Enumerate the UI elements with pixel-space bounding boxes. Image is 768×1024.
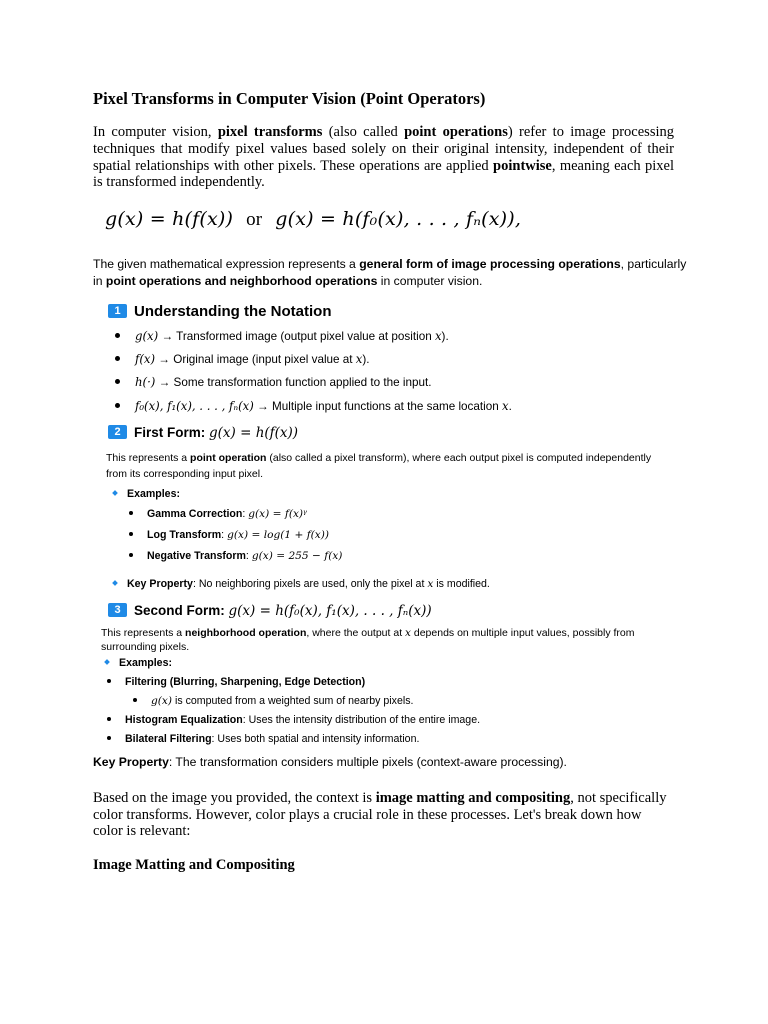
diamond-bullet-icon bbox=[112, 490, 118, 496]
example-item: Bilateral Filtering: Uses both spatial and intensity information. bbox=[107, 733, 419, 745]
context-paragraph: Based on the image you provided, the context is image matting and compositing, not specifically color transforms. However, color plays a crucial role in these processes. Let's break down how color is relevant: bbox=[93, 790, 667, 840]
notation-item: f(x) → Original image (input pixel value at x). bbox=[115, 352, 370, 366]
page-title: Pixel Transforms in Computer Vision (Point Operators) bbox=[93, 89, 486, 108]
diamond-bullet-icon bbox=[104, 659, 110, 665]
example-item: Histogram Equalization: Uses the intensity distribution of the entire image. bbox=[107, 714, 480, 726]
section-heading-matting: Image Matting and Compositing bbox=[93, 857, 295, 873]
notation-item: h(·) → Some transformation function applied to the input. bbox=[115, 375, 432, 389]
formula-left: g(x) = h(f(x)) bbox=[105, 208, 234, 230]
given-paragraph: The given mathematical expression represents a general form of image processing operations, particularly in point operations and neighborhood operations in computer vision. bbox=[93, 257, 687, 288]
examples-label: Examples: bbox=[105, 657, 172, 669]
section-heading-notation: 1 Understanding the Notation bbox=[108, 303, 332, 320]
formula-image bbox=[105, 208, 521, 231]
notation-item: g(x) → Transformed image (output pixel value at position x). bbox=[115, 329, 449, 343]
example-subitem: g(x) is computed from a weighted sum of nearby pixels. bbox=[133, 695, 413, 707]
example-item: Log Transform: g(x) = log(1 + f(x)) bbox=[129, 529, 329, 541]
example-item: Filtering (Blurring, Sharpening, Edge Detection) bbox=[107, 676, 365, 688]
examples-label: Examples: bbox=[113, 488, 180, 500]
section-heading-second-form: 3 Second Form: g(x) = h(f₀(x), f₁(x), . . . , fₙ(x)) bbox=[108, 603, 432, 619]
intro-paragraph: In computer vision, pixel transforms (also called point operations) refer to image processing techniques that modify pixel values based solely on their original intensity, independent of their spatial relationships with other pixels. These operations are applied pointwise, meaning each pixel is transformed independently. bbox=[93, 124, 674, 191]
formula-right: g(x) = h(f₀(x), . . . , fₙ(x)), bbox=[275, 208, 522, 230]
embedded-screenshot bbox=[93, 297, 673, 749]
example-item: Gamma Correction: g(x) = f(x)ᵞ bbox=[129, 508, 307, 520]
notation-item: f₀(x), f₁(x), . . . , fₙ(x) → Multiple input functions at the same location x. bbox=[115, 399, 512, 413]
section-number-badge: 1 bbox=[108, 304, 127, 318]
section-number-badge: 2 bbox=[108, 425, 127, 439]
second-form-description: This represents a neighborhood operation, where the output at x depends on multiple input values, possibly from surrounding pixels. bbox=[101, 627, 635, 653]
diamond-bullet-icon bbox=[112, 580, 118, 586]
key-property-first: Key Property: No neighboring pixels are used, only the pixel at x is modified. bbox=[113, 578, 490, 590]
example-item: Negative Transform: g(x) = 255 − f(x) bbox=[129, 550, 342, 562]
first-form-description: This represents a point operation (also called a pixel transform), where each output pixel is computed independently from its corresponding input pixel. bbox=[106, 452, 652, 480]
section-number-badge: 3 bbox=[108, 603, 127, 617]
section-heading-first-form: 2 First Form: g(x) = h(f(x)) bbox=[108, 425, 298, 441]
formula-or: or bbox=[246, 209, 263, 230]
key-property-second: Key Property: The transformation considers multiple pixels (context-aware processing). bbox=[93, 755, 567, 769]
